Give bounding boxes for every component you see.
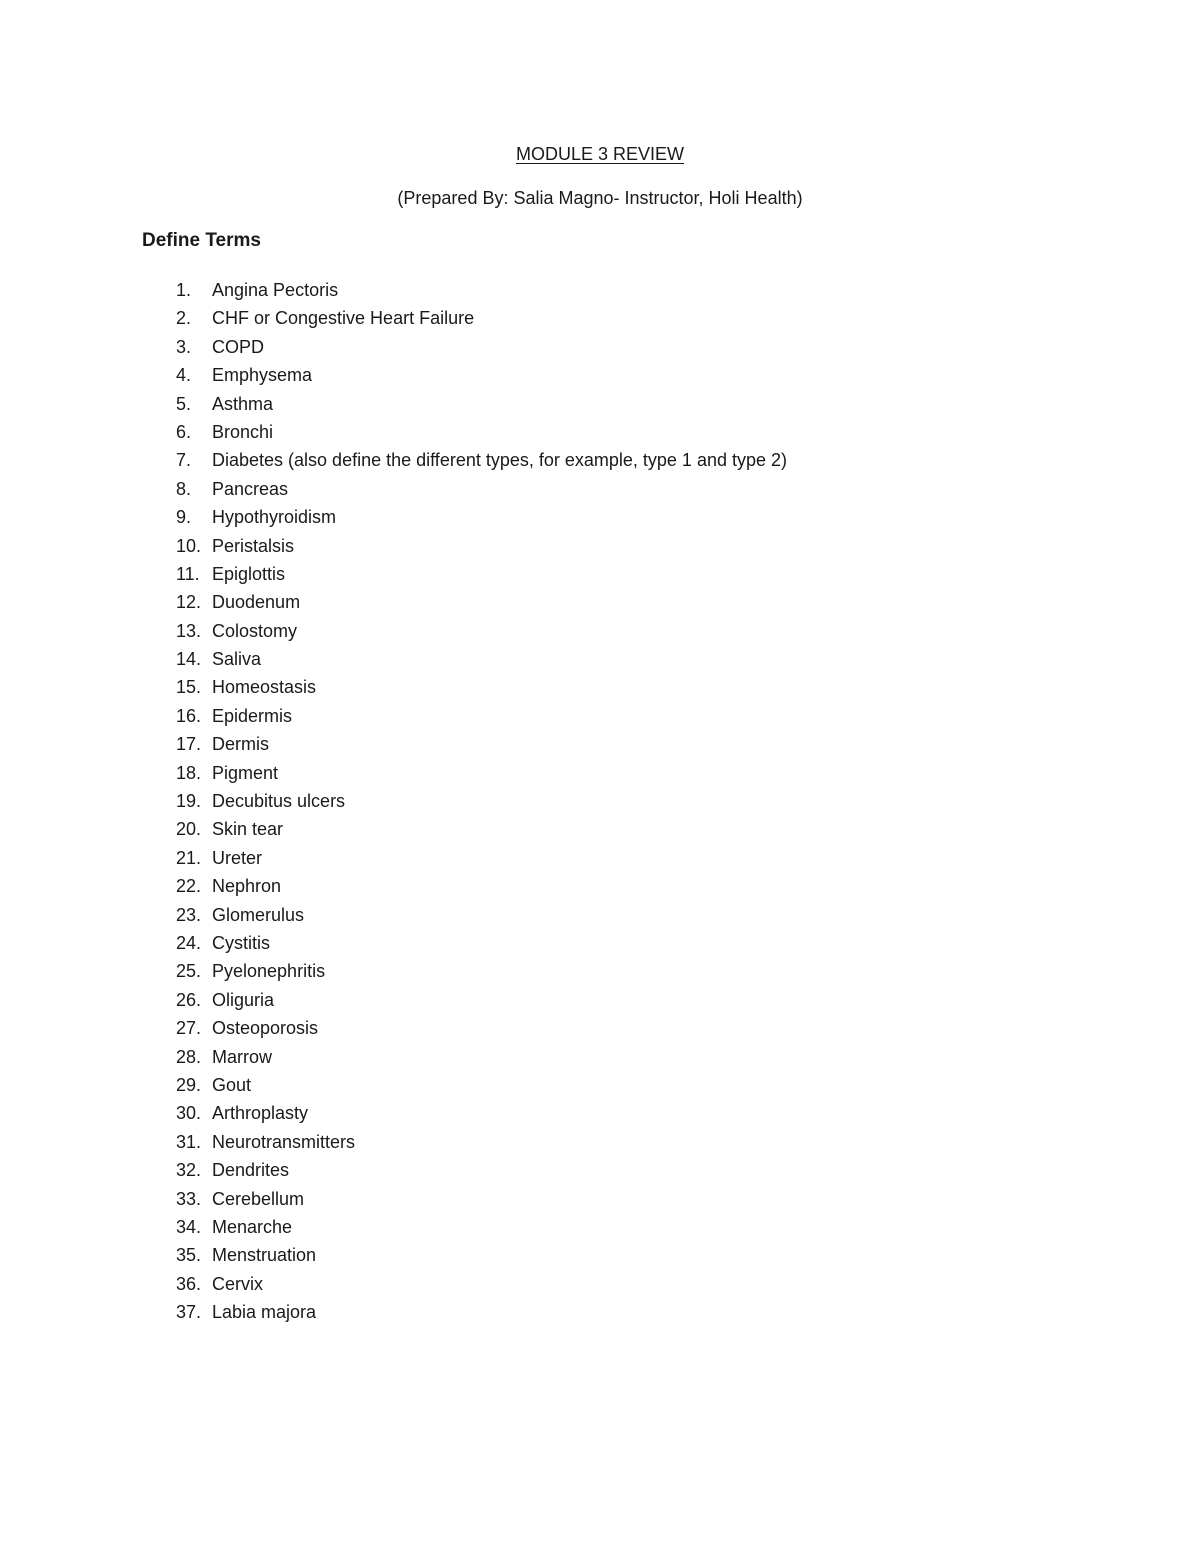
term-text: Cervix [212,1273,264,1294]
term-number: 28. [176,1046,202,1067]
term-text: Cystitis [212,932,270,953]
list-item [0,702,1000,730]
list-item [0,1270,1000,1298]
term-text: Homeostasis [212,677,317,698]
list-item [0,645,1000,673]
term-number: 9. [176,507,192,528]
list-item [0,759,1000,787]
term-number: 2. [176,308,192,329]
term-text: Nephron [212,876,282,897]
list-item [0,1185,1000,1213]
list-item [0,446,1000,474]
term-number: 1. [176,280,192,300]
list-item [0,1241,1000,1269]
list-item [0,361,1000,389]
list-item [0,957,1000,985]
term-number: 30. [176,1103,202,1124]
term-text: Glomerulus [212,904,305,925]
term-number: 33. [176,1188,202,1209]
term-text: CHF or Congestive Heart Failure [212,308,475,329]
term-number: 31. [176,1131,202,1152]
term-number: 29. [176,1074,202,1095]
list-item [0,503,1000,531]
term-number: 6. [176,421,192,442]
term-number: 3. [176,336,192,357]
term-number: 34. [176,1216,202,1237]
term-text: Epidermis [212,705,293,726]
term-number: 27. [176,1018,202,1039]
list-item [0,532,1000,560]
term-number: 25. [176,961,202,982]
section-heading: Define Terms [142,230,261,251]
term-text: Labia majora [212,1302,317,1323]
term-text: Epiglottis [212,563,286,584]
term-number: 21. [176,847,202,868]
term-text: Duodenum [212,592,301,613]
term-text: Cerebellum [212,1188,305,1209]
term-number: 8. [176,478,192,499]
term-number: 37. [176,1302,202,1323]
prepared-by-line: (Prepared By: Salia Magno- Instructor, Holi Health) [397,188,803,208]
term-number: 10. [176,535,202,556]
term-text: Marrow [212,1046,273,1067]
term-text: Peristalsis [212,535,295,556]
list-item [0,787,1000,815]
list-item [0,304,1000,332]
term-number: 24. [176,932,202,953]
term-text: Neurotransmitters [212,1131,356,1152]
list-item [0,588,1000,616]
term-text: Bronchi [212,421,274,442]
term-number: 18. [176,762,202,783]
term-number: 13. [176,620,202,641]
term-number: 15. [176,677,202,698]
term-text: Pigment [212,762,279,783]
list-item [0,1128,1000,1156]
term-number: 11. [176,563,200,584]
list-item [0,872,1000,900]
term-text: Ureter [212,847,263,868]
list-item [0,418,1000,446]
term-number: 36. [176,1273,202,1294]
term-list [0,276,1000,1326]
term-text: Pyelonephritis [212,961,326,982]
term-number: 32. [176,1160,202,1181]
term-text: Saliva [212,649,262,670]
term-text: Pancreas [212,478,289,499]
term-number: 12. [176,592,202,613]
term-text: Menarche [212,1216,293,1237]
term-text: Asthma [212,393,274,414]
list-item [0,815,1000,843]
term-number: 26. [176,989,202,1010]
term-text: Dermis [212,734,269,755]
term-text: Arthroplasty [212,1103,309,1124]
term-text: Angina Pectoris [212,280,339,300]
term-number: 22. [176,876,202,897]
term-text: Emphysema [212,365,313,386]
term-number: 14. [176,649,202,670]
list-item [0,276,1000,304]
term-text: Menstruation [212,1245,317,1266]
term-text: COPD [212,336,265,357]
term-number: 5. [176,393,192,414]
list-item [0,617,1000,645]
list-item [0,901,1000,929]
list-item [0,1213,1000,1241]
term-text: Decubitus ulcers [212,791,346,812]
list-item [0,730,1000,758]
term-text: Oliguria [212,989,275,1010]
list-item [0,390,1000,418]
term-number: 16. [176,705,202,726]
term-text: Colostomy [212,620,298,641]
list-item [0,1099,1000,1127]
list-item [0,844,1000,872]
term-number: 20. [176,819,202,840]
list-item [0,475,1000,503]
term-number: 23. [176,904,202,925]
list-item [0,1014,1000,1042]
list-item [0,673,1000,701]
list-item [0,986,1000,1014]
term-number: 4. [176,365,192,386]
list-item [0,560,1000,588]
list-item [0,929,1000,957]
term-number: 7. [176,450,192,471]
list-item [0,1156,1000,1184]
document-title: MODULE 3 REVIEW [515,144,685,164]
term-text: Hypothyroidism [212,507,337,528]
term-number: 19. [176,791,202,812]
list-item [0,333,1000,361]
term-text: Dendrites [212,1160,290,1181]
term-number: 35. [176,1245,202,1266]
list-item [0,1298,1000,1326]
term-text: Skin tear [212,819,284,840]
list-item [0,1071,1000,1099]
list-item [0,1043,1000,1071]
term-text: Osteoporosis [212,1018,319,1039]
term-text: Gout [212,1074,252,1095]
term-text: Diabetes (also define the different types, for example, type 1 and type 2) [212,450,788,471]
term-number: 17. [176,734,202,755]
